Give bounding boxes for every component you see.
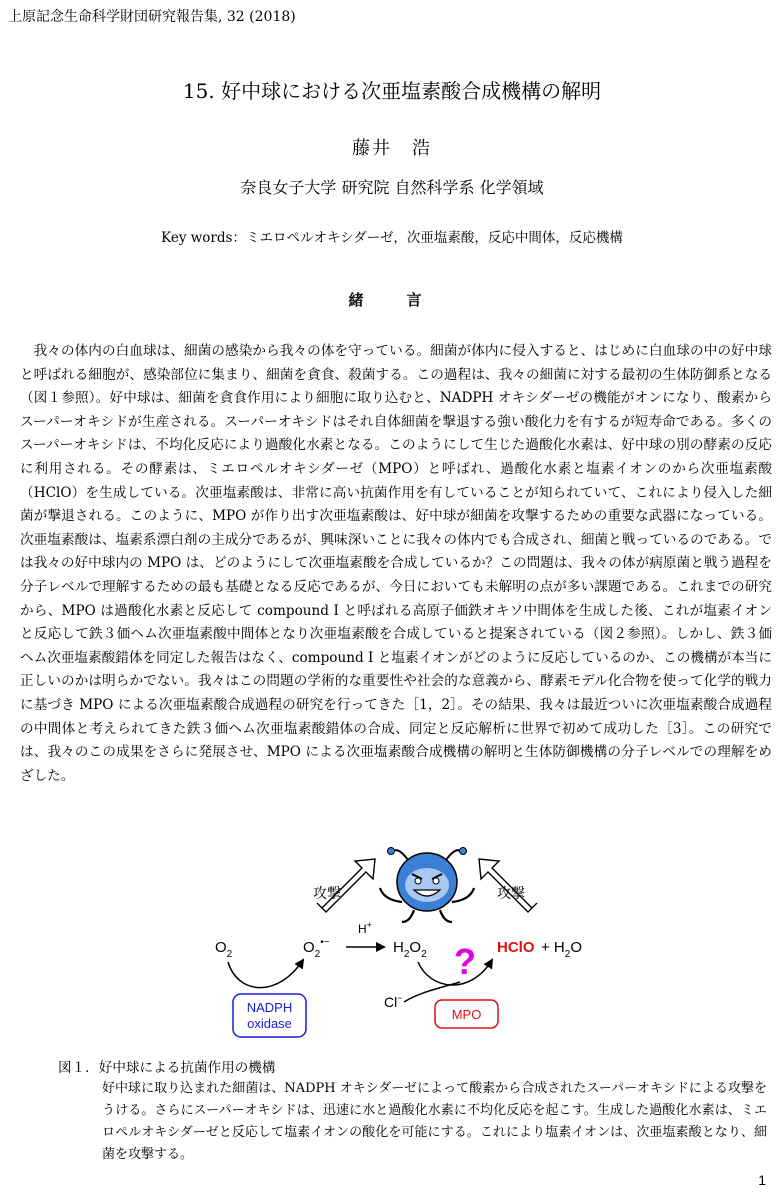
figure-1-diagram — [0, 830, 784, 1050]
h2o-label: + $H_2O$ — [541, 939, 582, 960]
nadph-label: NADPH — [246, 1000, 293, 1015]
paper-title: 15. 好中球における次亜塩素酸合成機構の解明 — [182, 79, 602, 103]
journal-header: 上原記念生命科学財団研究報告集, 32 (2018) — [8, 9, 296, 25]
page-number: 1 — [758, 1172, 766, 1188]
h2o2-label: $H_2O_2$ — [393, 939, 427, 960]
figure-caption-text: 好中球に取り込まれた細菌は、NADPH オキシダーゼによって酸素から合成されたスーパーオキシドによる攻撃をうける。さらにスーパーオキシドは、迅速に水と過酸化水素に不均化反応を起こす。生成した過酸化水素は、ミエロペルオキシダーゼと反応して塩素イオンの酸化を可能にする。これにより塩素イオンは、次亜塩素酸となり、細菌を攻撃する。 — [102, 1081, 767, 1162]
attack-label-left: 攻撃 — [313, 885, 341, 901]
keywords: Key words：ミエロペルオキシダーゼ，次亜塩素酸，反応中間体，反応機構 — [161, 230, 623, 246]
chloride-join-line — [404, 982, 460, 1002]
affiliation: 奈良女子大学 研究院 自然科学系 化学領域 — [240, 178, 544, 197]
section-title: 緒 言 — [348, 291, 436, 309]
hclo-label: HClO — [497, 939, 535, 956]
bacterium-icon — [380, 848, 474, 923]
chloride-label: Cl− — [384, 993, 403, 1010]
body-paragraph: 我々の体内の白血球は、細菌の感染から我々の体を守っている。細菌が体内に侵入すると、はじめに白血球の中の好中球と呼ばれる細胞が、感染部位に集まり、細菌を貪食、殺菌する。この過程は、我々の細菌に対する最初の生体防御系となる（図１参照）。好中球は、細菌を貪食作用により細胞に取り込むと、NADPH オキシダーゼの機能がオンになり、酸素からスーパーオキシドが生産される。スーパーオキシドはそれ自体細菌を撃退する強い酸化力を有するが短寿命である。多くのスーパーオキシドは、不均化反応により過酸化水素となる。このようにして生じた過酸化水素は、好中球の別の酵素の反応に利用される。その酵素は、ミエロペルオキシダーゼ（MPO）と呼ばれ、過酸化水素と塩素イオンのから次亜塩素酸（HClO）を生成している。次亜塩素酸は、非常に高い抗菌作用を有していることが知られていて、これにより侵入した細菌が撃退される。このように、MPO が作り出す次亜塩素酸は、好中球が細菌を攻撃するための重要な武器になっている。次亜塩素酸は、塩素系漂白剤の主成分であるが、興味深いことに我々の体内でも合成され、細菌と戦っているのである。では我々の好中球内の MPO は、どのようにして次亜塩素酸を合成しているか？この問題は、我々の体が病原菌と戦う過程を分子レベルで理解するための最も基礎となる反応であるが、今日においても未解明の点が多い課題である。これまでの研究から、MPO は過酸化水素と反応して compound I と呼ばれる高原子価鉄オキソ中間体を生成した後、これが塩素イオンと反応して鉄３価ヘム次亜塩素酸中間体となり次亜塩素酸を合成していると提案されている（図２参照）。しかし、鉄３価ヘム次亜塩素酸錯体を同定した報告はなく、compound I と塩素イオンがどのように反応しているのか、この機構が本当に正しいのかは明らかでない。我々はこの問題の学術的な重要性や社会的な意義から、酵素モデル化合物を使って化学的戦力に基づき MPO による次亜塩素酸合成過程の研究を行ってきた［1，2］。その結果、我々は最近ついに次亜塩素酸合成過程の中間体と考えられてきた鉄３価ヘム次亜塩素酸錯体の合成、同定と反応解析に世界で初めて成功した［3］。この研究では、我々のこの成果をさらに発展させ、MPO による次亜塩素酸合成機構の解明と生体防御機構の分子レベルでの理解をめざした。 — [20, 343, 772, 784]
author-name: 藤井 浩 — [352, 138, 432, 159]
curve-arrow-o2-to-superoxide — [228, 960, 303, 988]
superoxide-label: $O_2^{•-}$ — [303, 937, 330, 960]
question-mark: ? — [454, 941, 476, 982]
o2-label: $O_2$ — [215, 939, 233, 960]
attack-label-right: 攻撃 — [497, 885, 525, 901]
oxidase-label: oxidase — [247, 1016, 292, 1031]
mpo-label: MPO — [451, 1007, 482, 1022]
h-plus-label: H+ — [358, 920, 372, 936]
figure-caption-label: 図１．好中球による抗菌作用の機構 — [58, 1060, 276, 1076]
